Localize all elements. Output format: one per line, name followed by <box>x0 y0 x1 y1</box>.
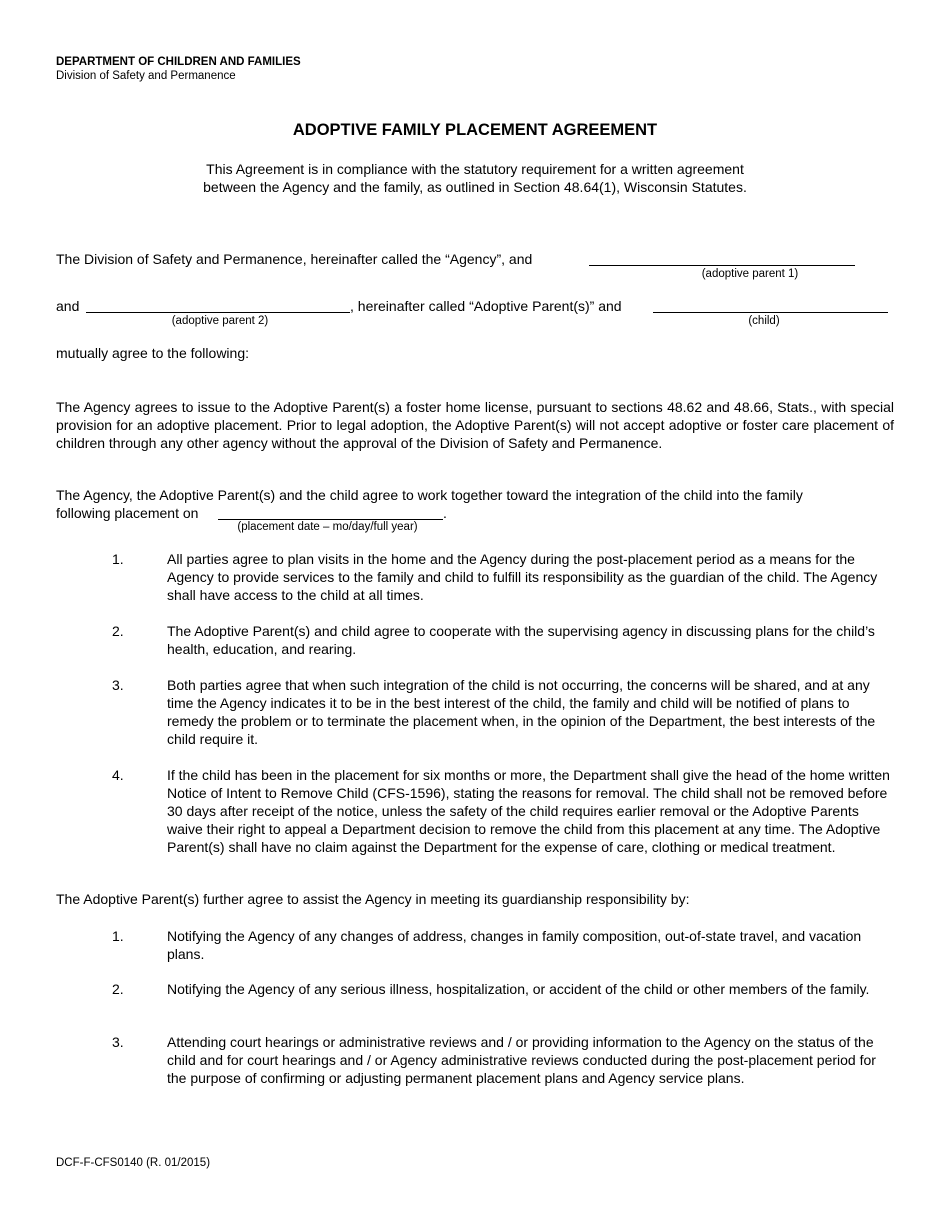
adoptive-parent-1-label: (adoptive parent 1) <box>701 268 799 280</box>
item-number: 4. <box>112 767 124 783</box>
item-number: 3. <box>112 677 124 693</box>
item-number: 2. <box>112 981 124 997</box>
item-number: 1. <box>112 928 124 944</box>
item-text: Notifying the Agency of any changes of address, changes in family composition, out-of-state travel, and vacation plans. <box>167 928 862 962</box>
integration-suffix: . <box>443 505 447 521</box>
item-number: 2. <box>112 623 124 639</box>
and-text: and <box>56 298 80 314</box>
item-number: 3. <box>112 1034 124 1050</box>
adoptive-parent-1-field[interactable] <box>589 253 855 266</box>
adoptive-parent-2-label: (adoptive parent 2) <box>171 315 269 327</box>
item-number: 1. <box>112 551 124 567</box>
further-agree-text: The Adoptive Parent(s) further agree to assist the Agency in meeting its guardianship responsibility by: <box>56 891 690 907</box>
license-paragraph: The Agency agrees to issue to the Adoptive Parent(s) a foster home license, pursuant to sections 48.62 and 48.66, Stats., with special provision for an adoptive placement. Prior to legal adoption, the Adoptive Parent(s) will not accept adoptive or foster care placement of children through any other agency without the approval of the Division of Safety and Permanence. <box>56 399 894 451</box>
intro-line-2: between the Agency and the family, as outlined in Section 48.64(1), Wisconsin Statutes. <box>203 179 747 195</box>
item-text: Attending court hearings or administrative reviews and / or providing information to the Agency on the status of the child and for court hearings and / or Agency administrative reviews conducted during the post-placement period for the purpose of confirming or adjusting permanent placement plans and Agency service plans. <box>167 1034 876 1086</box>
item-text: All parties agree to plan visits in the home and the Agency during the post-placement period as a means for the Agency to provide services to the family and child to fulfill its responsibility as the guardian of the child. The Agency shall have access to the child at all times. <box>167 551 878 603</box>
department-name: DEPARTMENT OF CHILDREN AND FAMILIES <box>56 56 301 68</box>
placement-date-label: (placement date – mo/day/full year) <box>237 521 418 533</box>
child-label: (child) <box>748 315 780 327</box>
item-text: The Adoptive Parent(s) and child agree to cooperate with the supervising agency in discussing plans for the child’s health, education, and rearing. <box>167 623 875 657</box>
parties-intro-text: The Division of Safety and Permanence, hereinafter called the “Agency”, and <box>56 251 533 267</box>
page-title: ADOPTIVE FAMILY PLACEMENT AGREEMENT <box>292 121 658 139</box>
integration-line-2 <box>56 505 198 521</box>
parties-line-1 <box>56 251 532 267</box>
integration-line-1: The Agency, the Adoptive Parent(s) and the child agree to work together toward the integration of the child into the family <box>56 487 803 503</box>
integration-prefix: following placement on <box>56 505 199 521</box>
adoptive-parent-2-field[interactable] <box>86 300 350 313</box>
item-text: If the child has been in the placement for six months or more, the Department shall give the head of the home written Notice of Intent to Remove Child (CFS-1596), stating the reasons for removal. The child shall not be removed before 30 days after receipt of the notice, unless the safety of the child requires earlier removal or the Adoptive Parents waive their right to appeal a Department decision to remove the child from this placement at any time. The Adoptive Parent(s) shall have no claim against the Department for the expense of care, clothing or medical treatment. <box>167 767 890 855</box>
hereinafter-text: , hereinafter called “Adoptive Parent(s)” and <box>350 298 622 314</box>
division-name: Division of Safety and Permanence <box>56 70 236 82</box>
form-number: DCF-F-CFS0140 (R. 01/2015) <box>56 1157 211 1169</box>
child-name-field[interactable] <box>653 300 888 313</box>
item-text: Notifying the Agency of any serious illness, hospitalization, or accident of the child or other members of the family. <box>167 981 870 997</box>
intro-line-1: This Agreement is in compliance with the statutory requirement for a written agreement <box>206 161 744 177</box>
intro-statement <box>0 160 950 196</box>
item-text: Both parties agree that when such integration of the child is not occurring, the concerns will be shared, and at any time the Agency indicates it to be in the best interest of the child, the family and child will be notified of plans to remedy the problem or to terminate the placement when, in the opinion of the Department, the best interests of the child require it. <box>167 677 876 747</box>
mutually-agree-text: mutually agree to the following: <box>56 345 249 361</box>
placement-date-field[interactable] <box>218 507 443 520</box>
